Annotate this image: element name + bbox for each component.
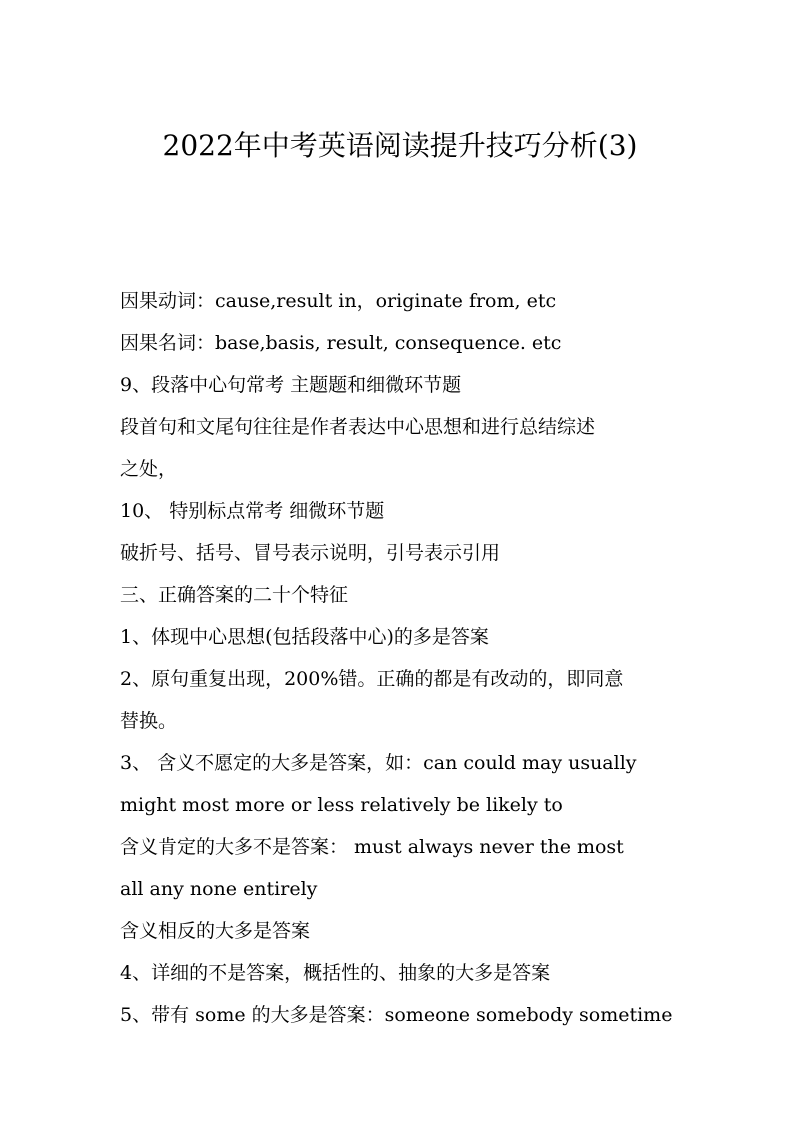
body-line: 替换。 — [120, 710, 178, 732]
document-body — [120, 280, 682, 1036]
body-line: 1、体现中心思想(包括段落中心)的多是答案 — [120, 626, 489, 648]
body-line: 因果名词：base,basis, result, consequence. etc — [120, 332, 562, 354]
body-line: 含义肯定的大多不是答案： must always never the most — [120, 836, 624, 858]
document-title: 2022年中考英语阅读提升技巧分析(3) — [162, 129, 638, 162]
body-line: 之处， — [120, 458, 178, 480]
body-line: 因果动词：cause,result in，originate from, etc — [120, 290, 557, 312]
body-line: 段首句和文尾句往往是作者表达中心思想和进行总结综述 — [120, 416, 596, 438]
body-line: 2、原句重复出现，200%错。正确的都是有改动的，即同意 — [120, 668, 624, 690]
body-line: all any none entirely — [120, 878, 318, 900]
body-line: 10、 特别标点常考 细微环节题 — [120, 500, 385, 522]
body-line: might most more or less relatively be likely to — [120, 794, 563, 816]
body-line: 含义相反的大多是答案 — [120, 920, 311, 942]
body-line: 9、段落中心句常考 主题题和细微环节题 — [120, 374, 462, 396]
body-line: 破折号、括号、冒号表示说明，引号表示引用 — [120, 542, 501, 564]
body-line: 4、详细的不是答案，概括性的、抽象的大多是答案 — [120, 962, 551, 984]
body-line: 三、正确答案的二十个特征 — [120, 584, 349, 606]
body-line: 3、 含义不愿定的大多是答案，如：can could may usually — [120, 752, 637, 774]
body-line: 5、带有 some 的大多是答案：someone somebody sometime — [120, 1004, 673, 1026]
